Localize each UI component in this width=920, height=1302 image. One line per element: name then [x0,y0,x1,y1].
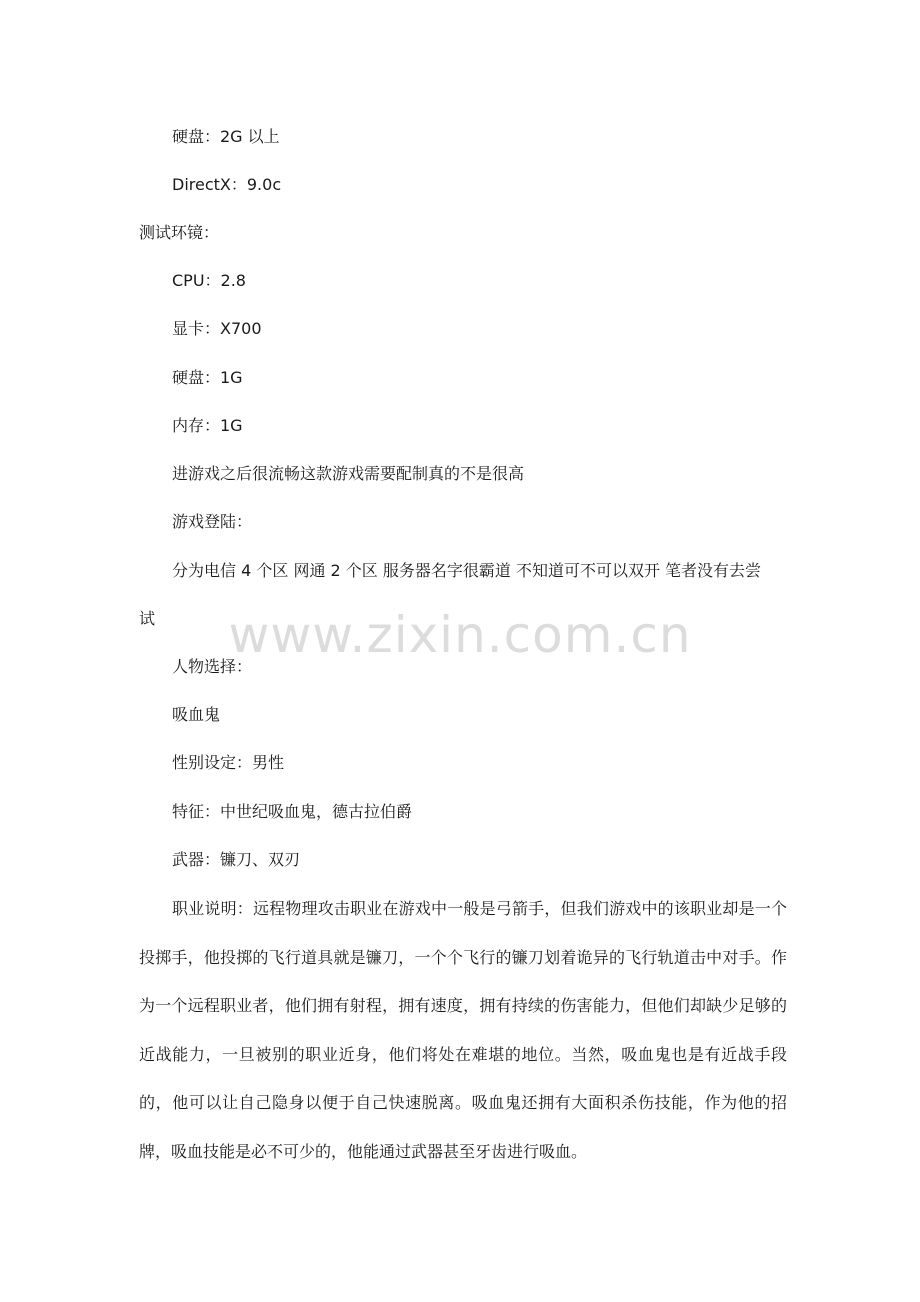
character-name: 吸血鬼 [172,705,221,724]
hdd-line: 硬盘：1G [172,368,243,387]
servers-line: 分为电信 4 个区 网通 2 个区 服务器名字很霸道 不知道可不可以双开 笔者没有去尝 [172,561,762,580]
impression-line: 进游戏之后很流畅这款游戏需要配制真的不是很高 [172,464,525,483]
ram-line: 内存：1G [172,416,243,435]
servers-line-continued: 试 [139,609,156,628]
gpu-line: 显卡：X700 [172,319,262,338]
directx-requirement-line: DirectX：9.0c [172,175,282,194]
hdd-requirement-line: 硬盘：2G 以上 [172,127,280,146]
login-heading: 游戏登陆： [172,512,253,531]
weapons-line: 武器：镰刀、双刃 [172,850,301,869]
traits-line: 特征：中世纪吸血鬼，德古拉伯爵 [172,802,413,821]
gender-line: 性别设定：男性 [172,753,285,772]
character-select-heading: 人物选择： [172,657,253,676]
test-environment-heading: 测试环镜： [139,223,220,242]
job-description-paragraph: 职业说明：远程物理攻击职业在游戏中一般是弓箭手，但我们游戏中的该职业却是一个投掷手，他投掷的飞行道具就是镰刀，一个个飞行的镰刀划着诡异的飞行轨道击中对手。作为一个远程职业者，他们拥有射程，拥有速度，拥有持续的伤害能力，但他们却缺少足够的近战能力，一旦被别的职业近身，他们将处在难堪的地位。当然，吸血鬼也是有近战手段的，他可以让自己隐身以便于自己快速脱离。吸血鬼还拥有大面积杀伤技能，作为他的招牌，吸血技能是必不可少的，他能通过武器甚至牙齿进行吸血。 [139,899,787,1161]
watermark: www.zixin.com.cn [228,606,692,664]
cpu-line: CPU：2.8 [172,271,246,290]
